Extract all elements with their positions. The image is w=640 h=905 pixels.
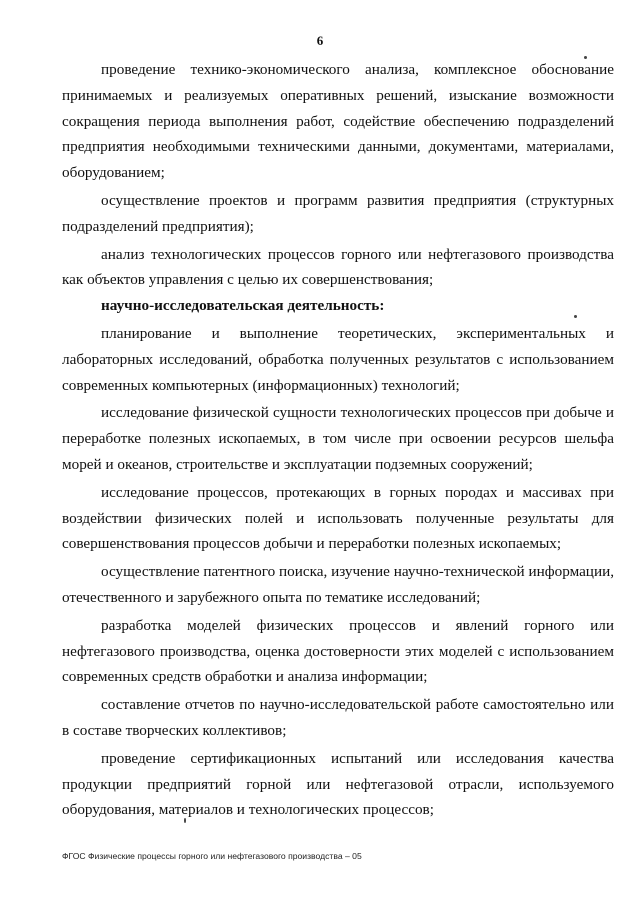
list-item: исследование процессов, протекающих в горных породах и массивах при воздействии физических полей и использовать полученные результаты для совершенствования процессов добычи и переработки полезных ископаемых; <box>62 483 614 553</box>
list-item: разработка моделей физических процессов и явлений горного или нефтегазового производства, оценка достоверности этих моделей с использованием современных средств обработки и анализа информации; <box>62 616 614 686</box>
list-item: планирование и выполнение теоретических, экспериментальных и лабораторных исследований, обработка полученных результатов с использованием современных компьютерных (информационных) технологий; <box>62 324 614 394</box>
scan-speck <box>584 56 587 59</box>
document-body <box>62 57 614 823</box>
section-heading: научно-исследовательская деятельность: <box>101 297 385 315</box>
paragraph: осуществление проектов и программ развития предприятия (структурных подразделений предприятия); <box>62 191 614 235</box>
list-item: составление отчетов по научно-исследовательской работе самостоятельно или в составе творческих коллективов; <box>62 696 614 739</box>
list-item: осуществление патентного поиска, изучение научно-технической информации, отечественного и зарубежного опыта по тематике исследований; <box>62 563 614 606</box>
scan-speck <box>184 818 186 823</box>
paragraph: проведение технико-экономического анализа, комплексное обоснование принимаемых и реализуемых оперативных решений, изыскание возможности сокращения периода выполнения работ, содействие обеспечению подразделений предприятия необходимыми техническими данными, документами, материалами, оборудованием; <box>62 61 614 182</box>
list-item: проведение сертификационных испытаний или исследования качества продукции предприятий горной или нефтегазовой отрасли, используемого оборудования, материалов и технологических процессов; <box>62 749 614 819</box>
scan-speck <box>574 315 577 318</box>
paragraph: анализ технологических процессов горного или нефтегазового производства как объектов управления с целью их совершенствования; <box>62 245 614 289</box>
list-item: исследование физической сущности технологических процессов при добыче и переработке полезных ископаемых, в том числе при освоении ресурсов шельфа морей и океанов, строительстве и эксплуатации подземных сооружений; <box>62 404 614 473</box>
page-number: 6 <box>316 33 324 48</box>
footer: ФГОС Физические процессы горного или нефтегазового производства – 05 <box>62 851 362 861</box>
